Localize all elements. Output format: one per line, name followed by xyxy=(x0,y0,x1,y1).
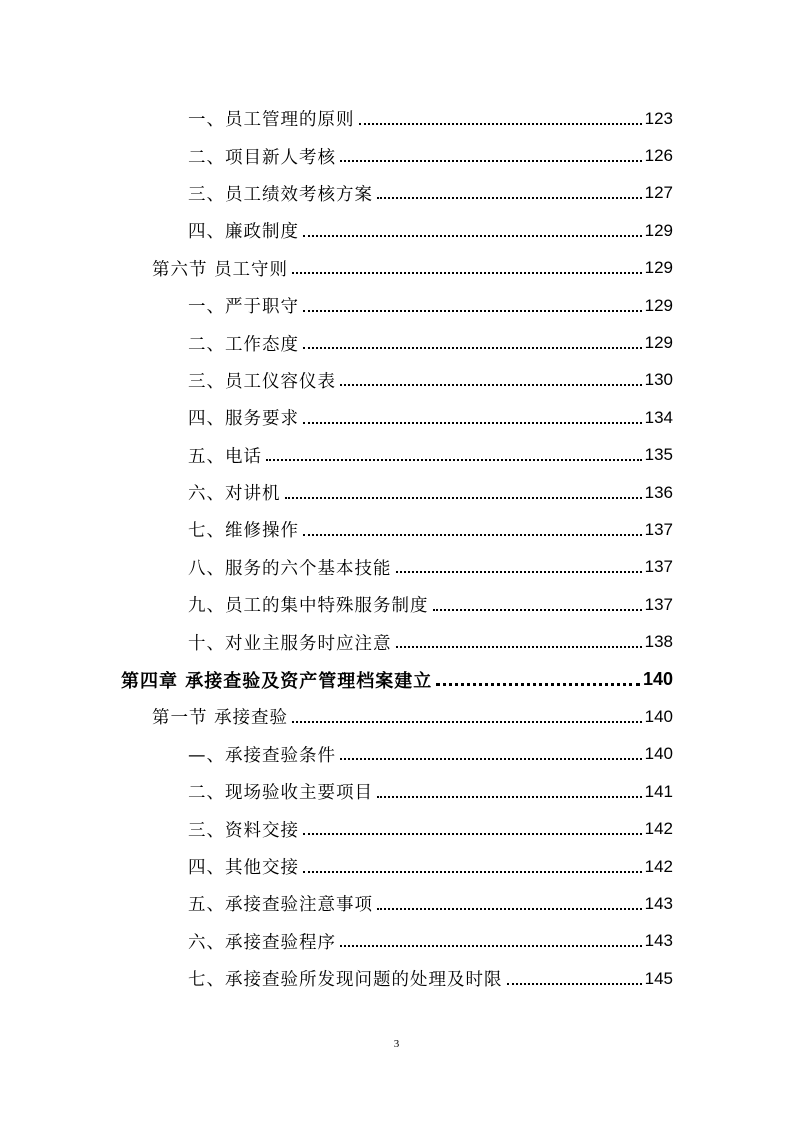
toc-entry-page: 129 xyxy=(644,333,673,353)
toc-entry-title: 一、严于职守 xyxy=(188,297,299,318)
toc-entry[interactable] xyxy=(0,549,793,586)
toc-entry-title: —、承接查验条件 xyxy=(188,745,336,766)
toc-entry[interactable] xyxy=(0,212,793,249)
toc-entry[interactable] xyxy=(0,736,793,773)
toc-entry[interactable] xyxy=(0,885,793,922)
toc-entry-page: 135 xyxy=(644,445,673,465)
toc-entry[interactable] xyxy=(0,474,793,511)
toc-leader-dots xyxy=(507,963,642,985)
toc-leader-dots xyxy=(340,925,642,947)
toc-entry-title: 二、现场验收主要项目 xyxy=(188,783,373,804)
toc-entry-page: 129 xyxy=(644,295,673,315)
toc-entry[interactable] xyxy=(0,960,793,997)
toc-entry-title: 五、电话 xyxy=(188,446,262,467)
toc-entry-page: 137 xyxy=(644,557,673,577)
toc-entry-title: 七、承接查验所发现问题的处理及时限 xyxy=(188,970,503,991)
toc-entry-title: 四、廉政制度 xyxy=(188,222,299,243)
toc-entry-page: 143 xyxy=(644,931,673,951)
toc-section-entry[interactable] xyxy=(0,250,793,287)
toc-entry-page: 129 xyxy=(644,220,673,240)
toc-entry-page: 137 xyxy=(644,519,673,539)
toc-entry[interactable] xyxy=(0,362,793,399)
toc-entry-page: 137 xyxy=(644,594,673,614)
toc-entry[interactable] xyxy=(0,100,793,137)
toc-entry-title: 七、维修操作 xyxy=(188,521,299,542)
toc-leader-dots xyxy=(292,701,642,723)
toc-entry[interactable] xyxy=(0,137,793,174)
toc-entry-page: 136 xyxy=(644,482,673,502)
toc-entry-title: 五、承接查验注意事项 xyxy=(188,895,373,916)
toc-entry[interactable] xyxy=(0,175,793,212)
toc-entry-title: 九、员工的集中特殊服务制度 xyxy=(188,596,429,617)
toc-leader-dots xyxy=(377,888,642,910)
toc-entry-page: 129 xyxy=(644,258,673,278)
toc-entry[interactable] xyxy=(0,437,793,474)
toc-leader-dots xyxy=(396,626,642,648)
table-of-contents xyxy=(0,100,793,997)
toc-entry-title: 六、承接查验程序 xyxy=(188,932,336,953)
toc-entry[interactable] xyxy=(0,324,793,361)
toc-entry-page: 142 xyxy=(644,819,673,839)
toc-leader-dots xyxy=(303,215,642,237)
toc-entry-title: 一、员工管理的原则 xyxy=(188,110,355,131)
toc-leader-dots xyxy=(396,551,642,573)
toc-leader-dots xyxy=(436,663,640,686)
toc-entry-title: 第一节 承接查验 xyxy=(152,708,289,729)
toc-leader-dots xyxy=(340,140,642,162)
toc-entry-page: 141 xyxy=(644,781,673,801)
toc-entry[interactable] xyxy=(0,287,793,324)
toc-entry[interactable] xyxy=(0,810,793,847)
toc-entry-title: 四、服务要求 xyxy=(188,409,299,430)
toc-entry-title: 第六节 员工守则 xyxy=(152,259,289,280)
toc-entry[interactable] xyxy=(0,399,793,436)
toc-entry-page: 145 xyxy=(644,968,673,988)
toc-entry[interactable] xyxy=(0,923,793,960)
toc-entry-page: 127 xyxy=(644,183,673,203)
toc-entry-page: 140 xyxy=(644,744,673,764)
toc-leader-dots xyxy=(285,477,642,499)
toc-entry-page: 142 xyxy=(644,856,673,876)
toc-entry[interactable] xyxy=(0,586,793,623)
toc-section-entry[interactable] xyxy=(0,698,793,735)
toc-entry-title: 三、员工绩效考核方案 xyxy=(188,184,373,205)
toc-leader-dots xyxy=(303,290,642,312)
toc-chapter-entry[interactable] xyxy=(0,661,793,698)
toc-leader-dots xyxy=(359,103,642,125)
toc-entry-page: 130 xyxy=(644,370,673,390)
toc-entry-page: 140 xyxy=(644,706,673,726)
toc-entry[interactable] xyxy=(0,623,793,660)
toc-leader-dots xyxy=(303,327,642,349)
toc-leader-dots xyxy=(377,776,642,798)
toc-entry-page: 143 xyxy=(644,893,673,913)
page-number: 3 xyxy=(393,1038,400,1050)
toc-entry-title: 二、工作态度 xyxy=(188,334,299,355)
toc-entry-page: 123 xyxy=(644,108,673,128)
toc-leader-dots xyxy=(340,364,642,386)
toc-entry-title: 第四章 承接查验及资产管理档案建立 xyxy=(121,670,433,692)
toc-entry-page: 138 xyxy=(644,632,673,652)
toc-leader-dots xyxy=(340,738,642,760)
toc-entry[interactable] xyxy=(0,773,793,810)
toc-entry[interactable] xyxy=(0,511,793,548)
toc-leader-dots xyxy=(266,439,642,461)
toc-entry-title: 二、项目新人考核 xyxy=(188,147,336,168)
toc-leader-dots xyxy=(377,177,642,199)
toc-entry-page: 134 xyxy=(644,407,673,427)
toc-entry[interactable] xyxy=(0,848,793,885)
toc-leader-dots xyxy=(303,813,642,835)
toc-leader-dots xyxy=(433,589,642,611)
toc-leader-dots xyxy=(292,252,642,274)
toc-entry-title: 八、服务的六个基本技能 xyxy=(188,558,392,579)
toc-leader-dots xyxy=(303,402,642,424)
toc-entry-title: 三、资料交接 xyxy=(188,820,299,841)
toc-entry-title: 十、对业主服务时应注意 xyxy=(188,633,392,654)
toc-entry-page: 126 xyxy=(644,146,673,166)
toc-leader-dots xyxy=(303,851,642,873)
toc-entry-title: 六、对讲机 xyxy=(188,484,281,505)
toc-entry-title: 三、员工仪容仪表 xyxy=(188,371,336,392)
toc-entry-page: 140 xyxy=(642,669,673,690)
toc-entry-title: 四、其他交接 xyxy=(188,858,299,878)
toc-leader-dots xyxy=(303,514,642,536)
